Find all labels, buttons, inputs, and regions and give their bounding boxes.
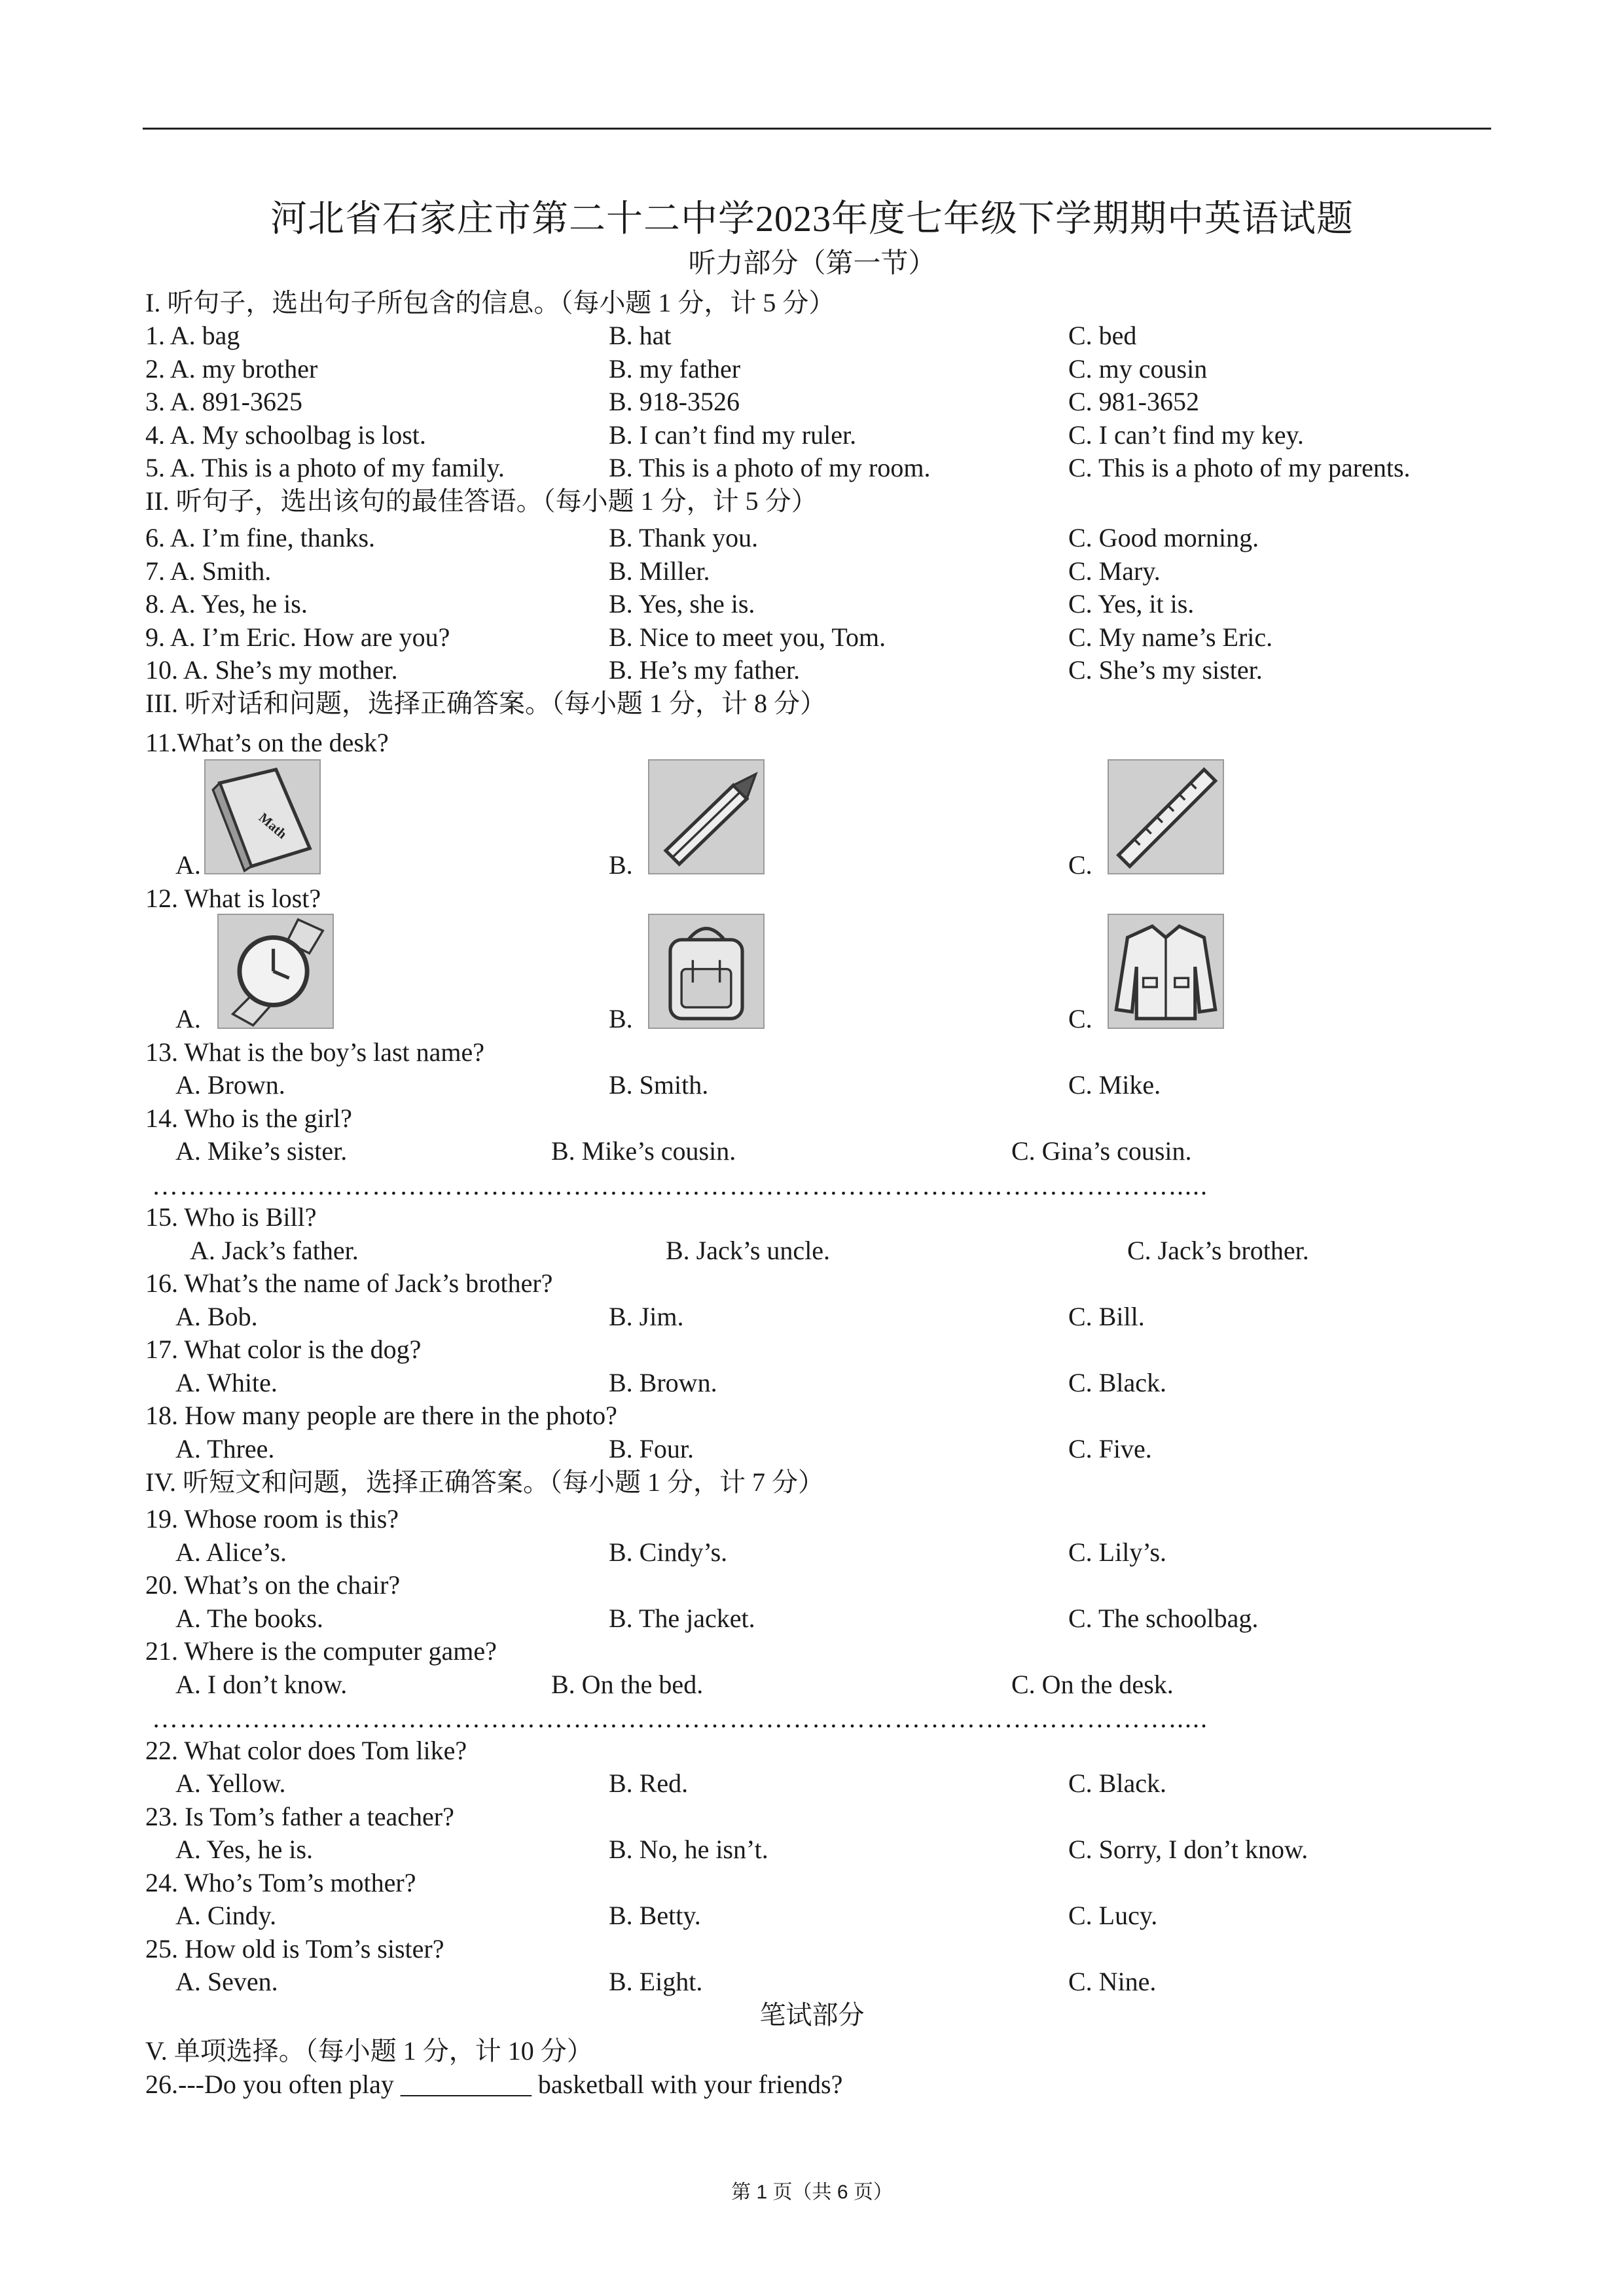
q8-option-a: 8. A. Yes, he is. <box>145 589 308 619</box>
q5-option-b: B. This is a photo of my room. <box>609 453 931 482</box>
q15-option-b: B. Jack’s uncle. <box>666 1236 831 1265</box>
jacket-picture <box>1108 914 1224 1029</box>
schoolbag-picture <box>648 914 765 1029</box>
q21-option-b: B. On the bed. <box>551 1670 704 1699</box>
q25-stem: 25. How old is Tom’s sister? <box>145 1934 444 1964</box>
listening-section-title: 听力部分（第一节） <box>688 249 936 279</box>
q12-label-c: C. <box>1068 1004 1092 1033</box>
q21-option-c: C. On the desk. <box>1011 1670 1174 1699</box>
q25-option-b: B. Eight. <box>609 1967 703 1996</box>
q23-option-b: B. No, he isn’t. <box>609 1835 768 1864</box>
q16-option-a: A. Bob. <box>175 1302 258 1331</box>
q4-option-a: 4. A. My schoolbag is lost. <box>145 420 426 450</box>
q24-option-c: C. Lucy. <box>1068 1901 1158 1930</box>
q14-option-b: B. Mike’s cousin. <box>551 1136 736 1166</box>
q13-stem: 13. What is the boy’s last name? <box>145 1037 485 1067</box>
q19-option-a: A. Alice’s. <box>175 1537 287 1567</box>
book-cover-text: Math <box>255 810 289 842</box>
q16-option-c: C. Bill. <box>1068 1302 1145 1331</box>
q25-option-a: A. Seven. <box>175 1967 278 1996</box>
q9-option-b: B. Nice to meet you, Tom. <box>609 622 886 652</box>
q25-option-c: C. Nine. <box>1068 1967 1157 1996</box>
q14-option-c: C. Gina’s cousin. <box>1011 1136 1192 1166</box>
q24-option-b: B. Betty. <box>609 1901 701 1930</box>
q9-option-c: C. My name’s Eric. <box>1068 622 1273 652</box>
header-rule <box>143 128 1491 130</box>
q13-option-a: A. Brown. <box>175 1070 285 1100</box>
writing-section-title: 笔试部分 <box>759 2000 865 2030</box>
q8-option-c: C. Yes, it is. <box>1068 589 1195 619</box>
q19-option-c: C. Lily’s. <box>1068 1537 1167 1567</box>
q21-option-a: A. I don’t know. <box>175 1670 348 1699</box>
q24-option-a: A. Cindy. <box>175 1901 277 1930</box>
q11-label-c: C. <box>1068 850 1092 880</box>
q6-option-c: C. Good morning. <box>1068 523 1259 552</box>
q7-option-c: C. Mary. <box>1068 556 1161 586</box>
q17-option-b: B. Brown. <box>609 1368 717 1397</box>
q14-option-a: A. Mike’s sister. <box>175 1136 348 1166</box>
q14-stem: 14. Who is the girl? <box>145 1103 352 1133</box>
q11-label-b: B. <box>609 850 633 880</box>
q12-label-b: B. <box>609 1004 633 1033</box>
math-book-icon <box>206 761 319 873</box>
q22-option-b: B. Red. <box>609 1768 689 1798</box>
q15-option-a: A. Jack’s father. <box>190 1236 359 1265</box>
q10-option-c: C. She’s my sister. <box>1068 655 1263 685</box>
q2-option-c: C. my cousin <box>1068 354 1208 384</box>
q1-option-b: B. hat <box>609 321 672 350</box>
q1-option-c: C. bed <box>1068 321 1137 350</box>
q3-option-c: C. 981-3652 <box>1068 387 1199 416</box>
jacket-icon <box>1109 915 1223 1028</box>
q17-option-c: C. Black. <box>1068 1368 1166 1397</box>
q15-stem: 15. Who is Bill? <box>145 1202 317 1232</box>
q13-option-b: B. Smith. <box>609 1070 709 1100</box>
q15-option-c: C. Jack’s brother. <box>1127 1236 1309 1265</box>
section-5-heading: V. 单项选择。（每小题 1 分，计 10 分） <box>145 2036 593 2066</box>
q22-option-c: C. Black. <box>1068 1768 1166 1798</box>
pencil-picture <box>648 759 765 874</box>
page-number: 第 1 页（共 6 页） <box>731 2181 893 2203</box>
q12-stem: 12. What is lost? <box>145 884 321 913</box>
schoolbag-icon <box>649 915 763 1028</box>
q26-stem: 26.---Do you often play __________ basketball with your friends? <box>145 2070 843 2099</box>
q9-option-a: 9. A. I’m Eric. How are you? <box>145 622 450 652</box>
q11-label-a: A. <box>175 850 201 880</box>
q5-option-a: 5. A. This is a photo of my family. <box>145 453 505 482</box>
q4-option-c: C. I can’t find my key. <box>1068 420 1304 450</box>
q18-option-c: C. Five. <box>1068 1434 1152 1463</box>
q11-stem: 11.What’s on the desk? <box>145 728 389 757</box>
dotted-separator: …………………………………………………………………………………………………..... <box>152 1704 1208 1733</box>
q23-option-a: A. Yes, he is. <box>175 1835 314 1864</box>
q6-option-a: 6. A. I’m fine, thanks. <box>145 523 376 552</box>
q17-stem: 17. What color is the dog? <box>145 1335 422 1364</box>
q4-option-b: B. I can’t find my ruler. <box>609 420 857 450</box>
q20-option-c: C. The schoolbag. <box>1068 1604 1259 1633</box>
q7-option-a: 7. A. Smith. <box>145 556 272 586</box>
q20-stem: 20. What’s on the chair? <box>145 1570 401 1600</box>
q18-stem: 18. How many people are there in the photo? <box>145 1401 617 1430</box>
section-3-heading: III. 听对话和问题，选择正确答案。（每小题 1 分，计 8 分） <box>145 689 826 718</box>
q21-stem: 21. Where is the computer game? <box>145 1636 497 1666</box>
q2-option-a: 2. A. my brother <box>145 354 318 384</box>
watch-icon <box>219 915 333 1028</box>
q3-option-a: 3. A. 891-3625 <box>145 387 302 416</box>
q22-stem: 22. What color does Tom like? <box>145 1736 467 1765</box>
ruler-picture <box>1108 759 1224 874</box>
q10-option-b: B. He’s my father. <box>609 655 801 685</box>
q23-stem: 23. Is Tom’s father a teacher? <box>145 1802 454 1831</box>
ruler-icon <box>1109 761 1223 873</box>
section-1-heading: I. 听句子，选出句子所包含的信息。（每小题 1 分，计 5 分） <box>145 288 835 317</box>
q5-option-c: C. This is a photo of my parents. <box>1068 453 1411 482</box>
q16-stem: 16. What’s the name of Jack’s brother? <box>145 1268 553 1298</box>
q20-option-a: A. The books. <box>175 1604 323 1633</box>
q12-label-a: A. <box>175 1004 201 1033</box>
dotted-separator: …………………………………………………………………………………………………..... <box>152 1171 1208 1200</box>
q18-option-b: B. Four. <box>609 1434 695 1463</box>
q3-option-b: B. 918-3526 <box>609 387 740 416</box>
section-4-heading: IV. 听短文和问题，选择正确答案。（每小题 1 分，计 7 分） <box>145 1467 825 1497</box>
q18-option-a: A. Three. <box>175 1434 275 1463</box>
q10-option-a: 10. A. She’s my mother. <box>145 655 398 685</box>
q19-stem: 19. Whose room is this? <box>145 1504 399 1534</box>
pencil-icon <box>649 761 763 873</box>
q19-option-b: B. Cindy’s. <box>609 1537 728 1567</box>
q2-option-b: B. my father <box>609 354 741 384</box>
q8-option-b: B. Yes, she is. <box>609 589 755 619</box>
page-title: 河北省石家庄市第二十二中学2023年度七年级下学期期中英语试题 <box>270 199 1354 240</box>
q13-option-c: C. Mike. <box>1068 1070 1161 1100</box>
q24-stem: 24. Who’s Tom’s mother? <box>145 1868 416 1897</box>
math-book-picture <box>204 759 321 874</box>
q6-option-b: B. Thank you. <box>609 523 759 552</box>
q23-option-c: C. Sorry, I don’t know. <box>1068 1835 1308 1864</box>
q22-option-a: A. Yellow. <box>175 1768 286 1798</box>
q16-option-b: B. Jim. <box>609 1302 684 1331</box>
q7-option-b: B. Miller. <box>609 556 710 586</box>
section-2-heading: II. 听句子，选出该句的最佳答语。（每小题 1 分，计 5 分） <box>145 486 818 516</box>
q1-option-a: 1. A. bag <box>145 321 240 350</box>
q17-option-a: A. White. <box>175 1368 278 1397</box>
watch-picture <box>217 914 334 1029</box>
q20-option-b: B. The jacket. <box>609 1604 755 1633</box>
